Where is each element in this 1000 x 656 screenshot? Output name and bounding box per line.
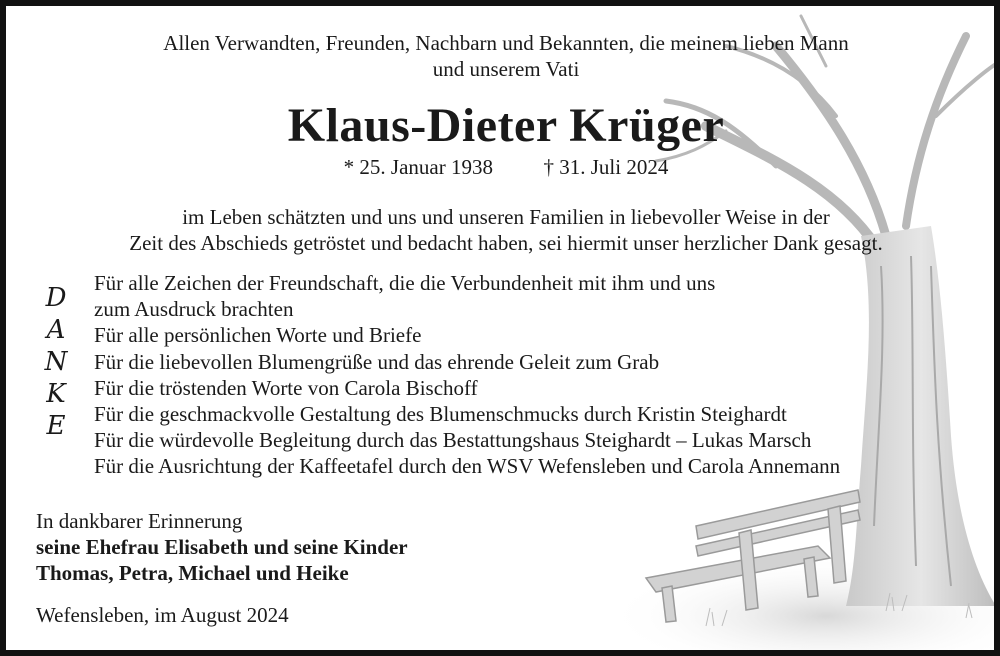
list-item: Für die würdevolle Begleitung durch das Bestattungshaus Steighardt – Lukas Marsch	[94, 428, 812, 453]
danke-letter: E	[46, 411, 66, 441]
signature-block	[36, 508, 408, 586]
list-item: Für die geschmackvolle Gestaltung des Blumenschmucks durch Kristin Steighardt	[94, 402, 787, 427]
deceased-name: Klaus-Dieter Krüger	[287, 99, 725, 152]
danke-acrostic	[36, 282, 76, 442]
list-item: zum Ausdruck brachten	[94, 297, 294, 322]
intro-line-2: und unserem Vati	[432, 57, 580, 81]
list-item: Für die liebevollen Blumengrüße und das ehrende Geleit zum Grab	[94, 349, 660, 374]
thanks-line-2: Zeit des Abschieds getröstet und bedacht haben, sei hiermit unser herzlicher Dank gesagt.	[129, 231, 883, 255]
intro-line-1: Allen Verwandten, Freunden, Nachbarn und Bekannten, die meinem lieben Mann	[163, 31, 849, 55]
signature-line-1: In dankbarer Erinnerung	[36, 509, 243, 533]
list-item: Für die tröstenden Worte von Carola Bischoff	[94, 375, 478, 400]
birth-date: * 25. Januar 1938	[343, 155, 493, 179]
death-date: † 31. Juli 2024	[543, 155, 669, 179]
thanks-line-1: im Leben schätzten und uns und unseren Familien in liebevoller Weise in der	[182, 205, 830, 229]
list-item: Für alle persönlichen Worte und Briefe	[94, 323, 422, 348]
list-item: Für die Ausrichtung der Kaffeetafel durch den WSV Wefensleben und Carola Annemann	[94, 454, 841, 479]
signature-line-3: Thomas, Petra, Michael und Heike	[36, 561, 349, 585]
thanks-text	[6, 204, 1000, 256]
signature-line-2: seine Ehefrau Elisabeth und seine Kinder	[36, 535, 408, 559]
list-item: Für alle Zeichen der Freundschaft, die die Verbundenheit mit ihm und uns	[94, 271, 716, 295]
danke-letter: D	[45, 283, 67, 313]
danke-letter: K	[46, 379, 66, 409]
place-and-date: Wefensleben, im August 2024	[36, 603, 289, 627]
thanks-list	[94, 270, 840, 480]
danke-letter: N	[44, 347, 68, 377]
intro-text	[6, 30, 1000, 82]
danke-letter: A	[46, 315, 66, 345]
life-dates	[6, 154, 1000, 180]
